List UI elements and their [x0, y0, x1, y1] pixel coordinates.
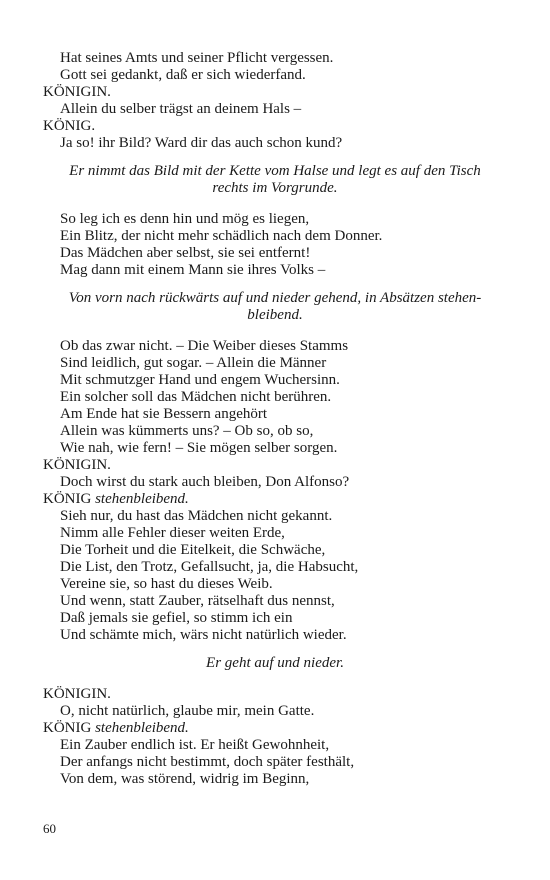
play-text	[0, 50, 550, 788]
verse-line: Ein Blitz, der nicht mehr schädlich nach dem Donner.	[60, 228, 383, 244]
speaker-name: KÖNIG.	[43, 118, 96, 134]
stage-direction-line: Er geht auf und nieder.	[206, 655, 344, 671]
verse-line: Mit schmutzger Hand und engem Wuchersinn.	[60, 372, 340, 388]
verse-line: Nimm alle Fehler dieser weiten Erde,	[60, 525, 285, 541]
verse-line: Ein Zauber endlich ist. Er heißt Gewohnheit,	[60, 737, 330, 753]
stage-direction-line: rechts im Vorgrunde.	[212, 180, 338, 196]
verse-line: O, nicht natürlich, glaube mir, mein Gatte.	[60, 703, 315, 719]
speaker-direction: stehenbleibend.	[95, 720, 189, 736]
verse-line: Gott sei gedankt, daß er sich wiederfand.	[60, 67, 306, 83]
verse-line: Die Torheit und die Eitelkeit, die Schwäche,	[60, 542, 326, 558]
verse-line: Am Ende hat sie Bessern angehört	[60, 406, 268, 422]
verse-line: Vereine sie, so hast du dieses Weib.	[60, 576, 273, 592]
page-number: 60	[43, 821, 56, 836]
verse-line: Allein was kümmerts uns? – Ob so, ob so,	[60, 423, 314, 439]
spacer	[0, 644, 550, 655]
spacer	[0, 152, 550, 163]
speaker-direction: stehenbleibend.	[95, 491, 189, 507]
verse-line: Wie nah, wie fern! – Sie mögen selber sorgen.	[60, 440, 338, 456]
verse-line: Ob das zwar nicht. – Die Weiber dieses Stamms	[60, 338, 349, 354]
speaker-line	[0, 491, 550, 508]
speaker-name: KÖNIGIN.	[43, 457, 111, 473]
verse-line: Ein solcher soll das Mädchen nicht berühren.	[60, 389, 332, 405]
verse-line: Sieh nur, du hast das Mädchen nicht gekannt.	[60, 508, 333, 524]
spacer	[0, 672, 550, 686]
speaker-name: KÖNIGIN.	[43, 686, 111, 702]
verse-line: Allein du selber trägst an deinem Hals –	[60, 101, 302, 117]
verse-line: Von dem, was störend, widrig im Beginn,	[60, 771, 310, 787]
verse-line: Hat seines Amts und seiner Pflicht vergessen.	[60, 50, 334, 66]
spacer	[0, 197, 550, 211]
verse-line: Der anfangs nicht bestimmt, doch später festhält,	[60, 754, 355, 770]
verse-line: Mag dann mit einem Mann sie ihres Volks –	[60, 262, 326, 278]
speaker-name: KÖNIG	[43, 720, 92, 736]
verse-line: Das Mädchen aber selbst, sie sei entfernt!	[60, 245, 311, 261]
speaker-name: KÖNIGIN.	[43, 84, 111, 100]
spacer	[0, 324, 550, 338]
stage-direction	[40, 655, 510, 672]
verse-line: Sind leidlich, gut sogar. – Allein die Männer	[60, 355, 327, 371]
speaker-name: KÖNIG	[43, 491, 92, 507]
verse-line: Doch wirst du stark auch bleiben, Don Alfonso?	[60, 474, 350, 490]
verse-line: Ja so! ihr Bild? Ward dir das auch schon kund?	[60, 135, 343, 151]
stage-direction	[40, 290, 510, 324]
verse-line: Und schämte mich, wärs nicht natürlich wieder.	[60, 627, 347, 643]
verse-line: Die List, den Trotz, Gefallsucht, ja, die Habsucht,	[60, 559, 359, 575]
spacer	[0, 279, 550, 290]
stage-direction	[40, 163, 510, 197]
verse-line: So leg ich es denn hin und mög es liegen,	[60, 211, 310, 227]
stage-direction-line: Von vorn nach rückwärts auf und nieder gehend, in Absätzen stehen-	[68, 290, 482, 306]
verse-line: Daß jemals sie gefiel, so stimm ich ein	[60, 610, 293, 626]
speaker-line	[0, 720, 550, 737]
verse-line: Und wenn, statt Zauber, rätselhaft dus nennst,	[60, 593, 335, 609]
stage-direction-line: Er nimmt das Bild mit der Kette vom Halse und legt es auf den Tisch	[69, 163, 481, 179]
stage-direction-line: bleibend.	[247, 307, 303, 323]
